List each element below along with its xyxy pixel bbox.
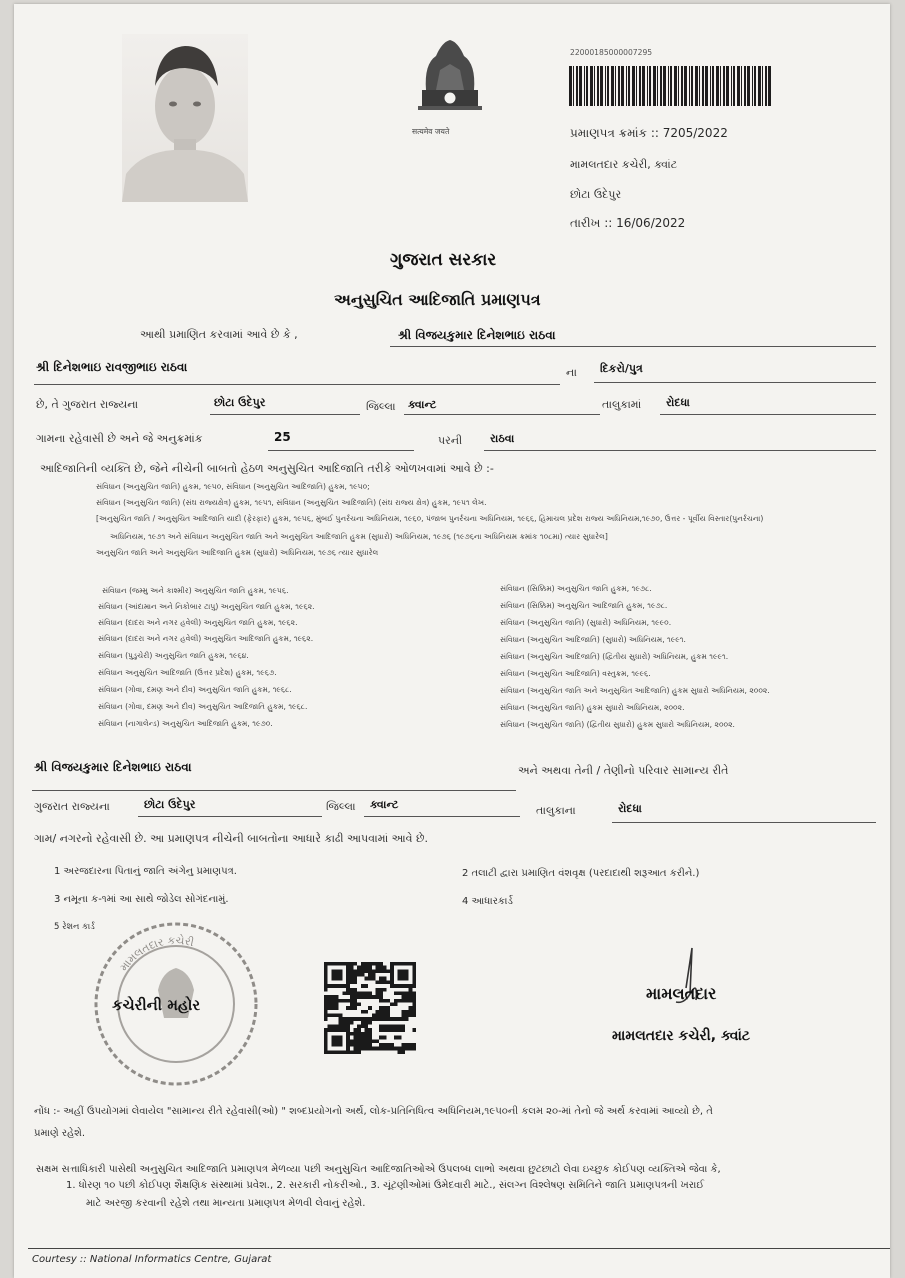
order-right: સંવિધાન (સિક્કિમ) અનુસુચિત જાતિ હુકમ, ૧૯૭૮. <box>500 584 652 593</box>
state-text-2: ગુજરાત રાજ્યના <box>34 800 110 813</box>
order-left: સંવિધાન (દાદરા અને નગર હવેલી) અનુસુચિત જાતિ હુકમ, ૧૯૬૨. <box>98 618 298 627</box>
legal-line: અધિનિયમ, ૧૯૭૧ અને સંવિધાન અનુસુચિત જાતિ અને અનુસુચિત આદિજાતિ હુકમ (સુધારો) અધિનિયમ, ૧૯૭૬ (૧૯૭૬ના અધિનિયમ ક્રમાંક ૧૦૮મા) ત્યાર સુધારેલ] <box>110 532 608 541</box>
village-name-2: રોદધા <box>618 802 642 815</box>
order-left: સંવિધાન (જમ્મુ અને કાશ્મીર) અનુસુચિત જાતિ હુકમ, ૧૯૫૬. <box>102 586 289 595</box>
order-left: સંવિધાન (નાગાલેન્ડ) અનુસુચિત આદિજાતિ હુકમ, ૧૯૭૦. <box>98 719 273 728</box>
basis-text: ગામ/ નગરનો રહેવાસી છે. આ પ્રમાણપત્ર નીચેની બાબતોના આધારે કાઢી આપવામાં આવે છે. <box>34 832 429 845</box>
district-value-2: છોટા ઉદેપુર <box>144 798 196 811</box>
note-line: પ્રમાણે રહેશે. <box>34 1128 86 1139</box>
emblem-motto: सत्यमेव जयते <box>412 127 450 136</box>
tribe-name: રાઠવા <box>490 432 515 445</box>
legal-line: સંવિધાન (અનુસુચિત જાતિ) હુકમ, ૧૯૫૦, સંવિધાન (અનુસુચિત આદિજાતિ) હુકમ, ૧૯૫૦; <box>96 482 370 491</box>
family-text: અને અથવા તેની / તેણીનો પરિવાર સામાન્ય રીતે <box>518 764 729 777</box>
signatory-title: મામલતદાર <box>646 984 717 1003</box>
resident-text: ગામના રહેવાસી છે અને જે અનુક્રમાંક <box>36 432 203 445</box>
taluka-value: ક્વાન્ટ <box>408 398 437 411</box>
order-right: સંવિધાન (અનુસુચિત આદિજાતિ) વસ્તુક્રમ, ૧૯૯૬. <box>500 669 651 678</box>
legal-line: અનુસુચિત જાતિ અને અનુસુચિત આદિજાતિ હુકમ (સુધારો) અધિનિયમ, ૧૯૭૬ ત્યાર સુધારેલ <box>96 548 379 557</box>
district-label: જિલ્લા <box>366 400 396 413</box>
applicant-photo <box>122 34 248 202</box>
taluka-label-2: તાલુકાના <box>536 804 576 817</box>
legal-line: [અનુસુચિત જાતિ / અનુસુચિત આદિજાતિ યાદી (ફેરફાર) હુકમ, ૧૯૫૬, મુંબઈ પુનર્રચના અધિનિયમ, ૧૯૬૦, પંજાબ પુનર્રચના અધિનિયમ, ૧૯૬૬, હિમાચલ પ્રદેશ રાજ્ય અધિનિયમ,૧૯૭૦, ઉત્તર - પૂર્વીય વિસ્તાર(પુનર્રચના) <box>96 514 764 523</box>
recognized-text: આદિજાતિની વ્યક્તિ છે, જેને નીચેની બાબતો હેઠળ અનુસુચિત આદિજાતિ તરીકે ઓળખવામાં આવે છે :- <box>40 462 494 475</box>
person-name-2: શ્રી વિજયકુમાર દિનેશભાઇ રાઠવા <box>34 760 192 774</box>
taluka-value-2: ક્વાન્ટ <box>370 798 399 811</box>
village-name: રોદધા <box>666 396 690 409</box>
signatory-office: મામલતદાર કચેરી, ક્વાંટ <box>612 1028 751 1044</box>
office-seal <box>92 920 260 1088</box>
qr-code <box>324 962 416 1054</box>
issue-date: તારીખ :: 16/06/2022 <box>570 216 686 230</box>
seal-label: કચેરીની મહોર <box>112 996 201 1014</box>
order-left: સંવિધાન (આંદામાન અને નિકોબાર ટાપુ) અનુસુચિત જાતિ હુકમ, ૧૯૬૨. <box>98 602 315 611</box>
certificate-number: પ્રમાણપત્ર ક્રમાંક :: 7205/2022 <box>570 126 728 140</box>
na-text: ના <box>566 366 577 379</box>
order-right: સંવિધાન (અનુસુચિત આદિજાતિ) (દ્વિતીય સુધારો) અધિનિયમ, હુકમ ૧૯૯૧. <box>500 652 729 661</box>
courtesy-text: Courtesy :: National Informatics Centre, Gujarat <box>32 1254 272 1265</box>
document-item: 4 આધારકાર્ડ <box>462 896 513 907</box>
district-value: છોટા ઉદેપુર <box>214 396 266 409</box>
legal-line: સંવિધાન (અનુસુચિત જાતિ) (સંઘ રાજ્યક્ષેત્ર) હુકમ, ૧૯૫૧, સંવિધાન (અનુસુચિત આદિજાતિ) (સંઘ રાજ્ય ક્ષેત્ર) હુકમ, ૧૯૫૧ લેખ. <box>96 498 487 507</box>
order-left: સંવિધાન (દાદરા અને નગર હવેલી) અનુસુચિત આદિજાતિ હુકમ, ૧૯૬૨. <box>98 634 314 643</box>
serial-number: 25 <box>274 430 291 444</box>
father-name: શ્રી દિનેશભાઇ રાવજીભાઇ રાઠવા <box>36 360 188 374</box>
order-right: સંવિધાન (અનુસુચિત આદિજાતિ) (સુધારો) અધિનિયમ, ૧૯૯૧. <box>500 635 686 644</box>
note-line: નોંધ :- અહીં ઉપયોગમાં લેવાયેલ "સામાન્ય રીતે રહેવાસી(ઓ) " શબ્દપ્રયોગનો અર્થ, લોક-પ્રતિનિધિત્વ અધિનિયમ,૧૯૫૦ની કલમ ૨૦-માં તેનો જે અર્થ કરવામાં આવ્યો છે, તે <box>34 1106 713 1117</box>
taluka-label: તાલુકામાં <box>602 398 642 411</box>
district-label-2: જિલ્લા <box>326 800 356 813</box>
document-item: 5 રેશન કાર્ડ <box>54 922 95 932</box>
footer-line: 1. ધોરણ ૧૦ પછી કોઈપણ શૈક્ષણિક સંસ્થામાં પ્રવેશ., 2. સરકારી નોકરીઓ., 3. ચૂંટણીઓમાં ઉમેદવારી માટે., સંલગ્ન વિશ્લેષણ સમિતિને જાતિ પ્રમાણપત્રની ખરાઈ <box>66 1180 705 1191</box>
order-left: સંવિધાન (પુડુચેરી) અનુસુચિત જાતિ હુકમ, ૧૯૬૪. <box>98 651 249 660</box>
document-item: 1 અરજદારના પિતાનું જાતિ અંગેનુ પ્રમાણપત્ર. <box>54 866 237 877</box>
order-left: સંવિધાન (ગોવા, દમણ અને દીવ) અનુસુચિત જાતિ હુકમ, ૧૯૬૮. <box>98 685 292 694</box>
order-right: સંવિધાન (અનુસુચિત જાતિ) (દ્વિતીય સુધારો) હુકમ સુધારો અધિનિયમ, ૨૦૦૨. <box>500 720 735 729</box>
issuing-office: મામલતદાર કચેરી, ક્વાંટ <box>570 158 678 171</box>
footer-line: સક્ષમ સત્તાધિકારી પાસેથી અનુસુચિત આદિજાતિ પ્રમાણપત્ર મેળવ્યા પછી અનુસુચિત આદિજાતિઓએ ઉપલબ્ધ લાભો અથવા છુટછાટો લેવા ઇચ્છુક કોઈપણ વ્યક્તિએ જેવા કે, <box>36 1164 721 1175</box>
state-text: છે, તે ગુજરાત રાજ્યના <box>36 398 139 411</box>
order-right: સંવિધાન (અનુસુચિત જાતિ) (સુધારો) અધિનિયમ, ૧૯૯૦. <box>500 618 672 627</box>
government-title: ગુજરાત સરકાર <box>390 250 497 270</box>
relation: દિકરો/પુત્ર <box>600 362 643 375</box>
barcode <box>569 66 775 106</box>
upon-text: પરની <box>438 434 463 447</box>
footer-line: માટે અરજી કરવાની રહેશે તથા માન્યતા પ્રમાણપત્ર મેળવી લેવાનું રહેશે. <box>86 1198 366 1209</box>
certificate-page <box>14 4 890 1278</box>
svg-text:મામલતદાર કચેરી: મામલતદાર કચેરી <box>117 933 196 974</box>
national-emblem-icon <box>406 30 494 140</box>
document-item: 2 તલાટી દ્વારા પ્રમાણિત વંશવૃક્ષ (પરદાદાથી શરૂઆત કરીને.) <box>462 868 700 879</box>
barcode-number: 22000185000007295 <box>570 48 653 57</box>
order-left: સંવિધાન (ગોવા, દમણ અને દીવ) અનુસુચિત આદિજાતિ હુકમ, ૧૯૬૮. <box>98 702 308 711</box>
document-item: 3 નમૂના ક-૧માં આ સાથે જોડેલ સોગંદનામું. <box>54 894 229 905</box>
order-right: સંવિધાન (અનુસુચિત જાતિ અને અનુસુચિત આદિજાતિ) હુકમ સુધારો અધિનિયમ, ૨૦૦૨. <box>500 686 770 695</box>
intro-text: આથી પ્રમાણિત કરવામાં આવે છે કે , <box>140 328 298 341</box>
certificate-title: અનુસુચિત આદિજાતિ પ્રમાણપત્ર <box>334 290 541 309</box>
issuing-place: છોટા ઉદેપુર <box>570 188 622 201</box>
order-left: સંવિધાન અનુસુચિત આદિજાતિ (ઉત્તર પ્રદેશ) હુકમ, ૧૯૬૭. <box>98 668 277 677</box>
order-right: સંવિધાન (અનુસુચિત જાતિ) હુકમ સુધારો અધિનિયમ, ૨૦૦૨. <box>500 703 685 712</box>
person-name: શ્રી વિજયકુમાર દિનેશભાઇ રાઠવા <box>398 328 556 342</box>
order-right: સંવિધાન (સિક્કિમ) અનુસુચિત આદિજાતિ હુકમ, ૧૯૭૮. <box>500 601 668 610</box>
